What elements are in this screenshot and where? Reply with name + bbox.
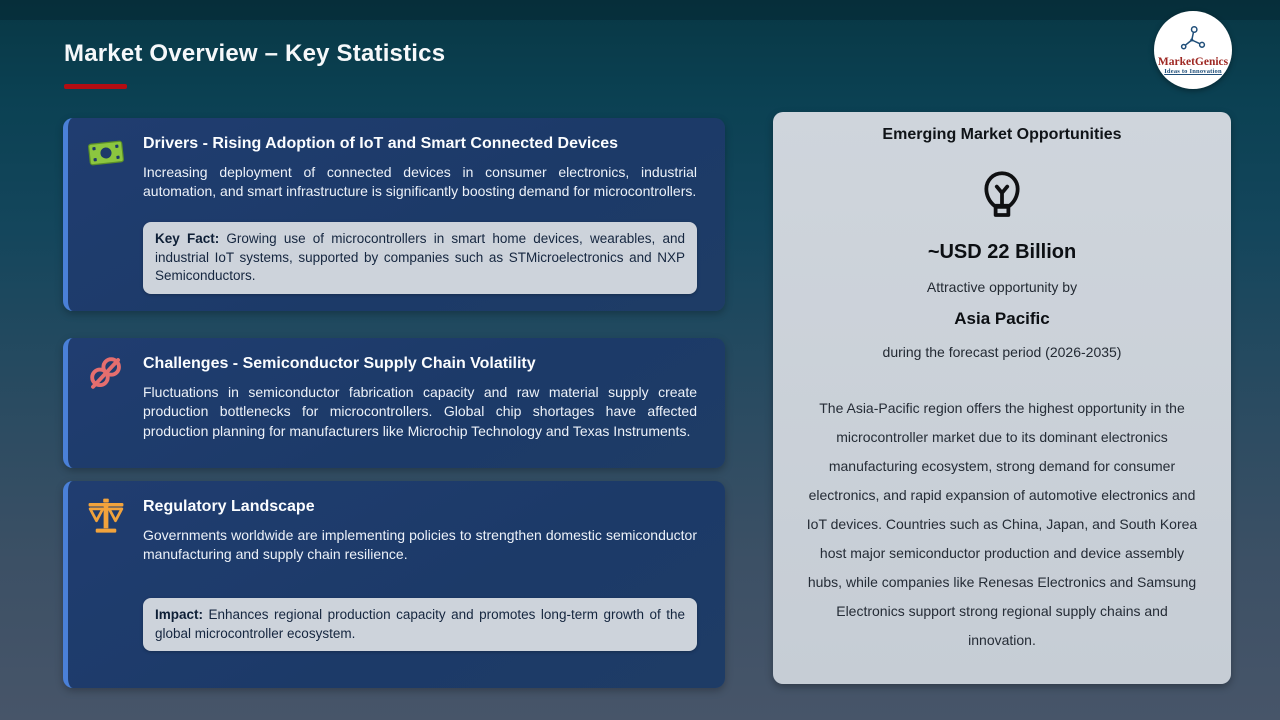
statistics-cards [63, 118, 725, 688]
panel-title: Emerging Market Opportunities [882, 126, 1122, 143]
opportunity-panel [773, 112, 1231, 684]
money-banknote-icon [87, 134, 125, 172]
opportunity-value: ~USD 22 Billion [927, 241, 1077, 263]
card-title: Regulatory Landscape [143, 498, 315, 515]
key-fact-label: Key Fact: [155, 230, 220, 246]
impact-box [143, 598, 697, 652]
opportunity-period: during the forecast period (2026-2035) [882, 344, 1122, 360]
key-fact-box [143, 222, 697, 295]
logo-name: MarketGenics [1157, 55, 1229, 68]
top-edge-band [0, 0, 1280, 20]
card-regulatory [63, 481, 725, 688]
card-title: Drivers - Rising Adoption of IoT and Smart Connected Devices [143, 135, 619, 152]
title-underline [64, 84, 127, 89]
opportunity-region: Asia Pacific [954, 309, 1050, 328]
broken-link-icon [87, 354, 125, 392]
card-body: Increasing deployment of connected devices in consumer electronics, industrial automation, and smart infrastructure is significantly boosting demand for microcontrollers. [143, 164, 697, 200]
opportunity-subtitle: Attractive opportunity by [926, 279, 1078, 295]
impact-label: Impact: [155, 606, 204, 622]
page-title: Market Overview – Key Statistics [64, 40, 446, 67]
molecule-icon [1178, 25, 1208, 55]
card-body: Fluctuations in semiconductor fabrication capacity and raw material supply create production bottlenecks for microcontrollers. Global chip shortages have affected production planning for manufacturers like Microchip Technology and Texas Instruments. [143, 384, 697, 439]
lightbulb-icon [973, 166, 1031, 228]
card-body: Governments worldwide are implementing policies to strengthen domestic semiconductor manufacturing and supply chain resilience. [143, 527, 697, 563]
logo-tagline: Ideas to Innovation [1164, 68, 1222, 76]
key-fact-text: Growing use of microcontrollers in smart home devices, wearables, and industrial IoT systems, supported by companies such as STMicroelectronics and NXP Semiconductors. [155, 230, 685, 284]
scales-of-justice-icon [87, 497, 125, 535]
card-title: Challenges - Semiconductor Supply Chain Volatility [143, 355, 536, 372]
opportunity-description: The Asia-Pacific region offers the highest opportunity in the microcontroller market due to its dominant electronics manufacturing ecosystem, strong demand for consumer electronics, and rapid expansion of automotive electronics and IoT devices. Countries such as China, Japan, and South Korea host major semiconductor production and device assembly hubs, while companies like Renesas Electronics and Samsung Electronics support strong regional supply chains and innovation. [806, 400, 1198, 648]
logo [1154, 11, 1232, 89]
impact-text: Enhances regional production capacity and promotes long-term growth of the global microcontroller ecosystem. [155, 606, 685, 641]
card-challenges [63, 338, 725, 468]
card-drivers [63, 118, 725, 311]
